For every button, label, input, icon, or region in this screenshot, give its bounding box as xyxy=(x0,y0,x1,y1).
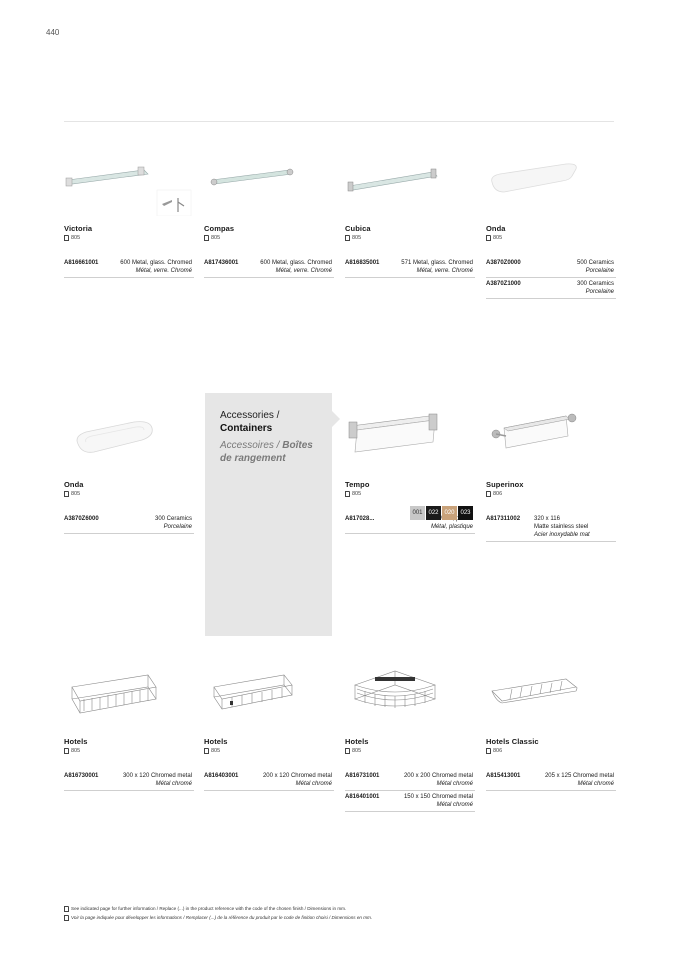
wire-basket-image xyxy=(486,665,614,729)
container-image xyxy=(345,408,473,472)
product-ref: A3870Z1000 xyxy=(486,281,521,287)
product-name: Hotels xyxy=(204,737,228,746)
product-card-superinox[interactable] xyxy=(486,408,616,542)
product-row xyxy=(345,257,475,278)
section-title-panel xyxy=(205,393,332,636)
desc-fr: Porcelaine xyxy=(585,289,614,295)
finish-code: 020 xyxy=(444,510,455,516)
product-card-onda[interactable] xyxy=(486,152,616,299)
product-ref: A816661001 xyxy=(64,260,99,266)
desc-fr: Métal, verre. Chromé xyxy=(416,268,473,274)
page-ref-number: 805 xyxy=(211,748,221,754)
desc-en: 205 x 125 Chromed metal xyxy=(544,773,614,779)
page-ref-number: 805 xyxy=(352,235,362,241)
desc-en: 150 x 150 Chromed metal xyxy=(403,794,473,800)
finish-swatch[interactable] xyxy=(426,506,441,520)
desc-fr: Métal chromé xyxy=(295,781,332,787)
product-name: Onda xyxy=(486,224,506,233)
product-row xyxy=(345,770,475,791)
page-reference xyxy=(345,491,475,497)
product-row xyxy=(486,513,616,542)
page-reference xyxy=(204,235,334,241)
product-ref: A816403001 xyxy=(204,773,239,779)
product-ref: A815413001 xyxy=(486,773,521,779)
divider xyxy=(64,121,614,122)
desc-fr: Porcelaine xyxy=(163,524,192,530)
desc-fr: Métal chromé xyxy=(436,802,473,808)
glass-shelf-image xyxy=(64,152,192,216)
product-card-hotels-classic[interactable] xyxy=(486,665,616,791)
desc-fr: Métal chromé xyxy=(577,781,614,787)
page-reference xyxy=(204,748,334,754)
page-ref-number: 805 xyxy=(352,491,362,497)
desc-en: 300 x 120 Chromed metal xyxy=(122,773,192,779)
product-ref: A816835001 xyxy=(345,260,380,266)
footnote-fr xyxy=(64,913,372,922)
desc-dimensions: 320 x 116 xyxy=(534,516,560,522)
page-number: 440 xyxy=(46,28,60,37)
finish-code: 001 xyxy=(412,510,423,516)
page-ref-number: 805 xyxy=(352,748,362,754)
desc-en: 300 Ceramics xyxy=(576,281,614,287)
glass-shelf-image xyxy=(204,152,332,216)
product-row xyxy=(486,257,616,278)
section-title-en-1: Accessories / xyxy=(220,410,280,421)
page-ref-number: 805 xyxy=(71,491,81,497)
desc-en: 600 Metal, glass. Chromed xyxy=(260,260,332,266)
product-row xyxy=(204,257,334,278)
page-ref-number: 805 xyxy=(71,748,81,754)
product-row xyxy=(486,770,616,791)
desc-en: 200 x 200 Chromed metal xyxy=(403,773,473,779)
ceramic-shelf-image xyxy=(486,152,614,216)
product-card-compas[interactable] xyxy=(204,152,334,278)
page-reference xyxy=(486,748,616,754)
page-reference xyxy=(486,235,616,241)
desc-en: 200 x 120 Chromed metal xyxy=(262,773,332,779)
finish-swatch[interactable] xyxy=(458,506,473,520)
footnote-fr-text: Voir la page indiquée pour développer les informations / Remplacer (...) de la référence du produit par le code de finition choisi / Dimensions en mm. xyxy=(71,915,373,920)
desc-en: Matte stainless steel xyxy=(534,524,589,530)
page-icon xyxy=(345,235,350,241)
wire-basket-image xyxy=(64,665,192,729)
product-ref: A817436001 xyxy=(204,260,239,266)
product-name: Hotels xyxy=(64,737,88,746)
page-ref-number: 805 xyxy=(211,235,221,241)
product-row xyxy=(345,791,475,812)
finish-swatches xyxy=(410,506,473,520)
desc-fr: Métal, verre. Chromé xyxy=(135,268,192,274)
product-ref: A816731001 xyxy=(345,773,380,779)
product-ref: A816730001 xyxy=(64,773,99,779)
product-ref: A816401001 xyxy=(345,794,380,800)
page-icon xyxy=(64,748,69,754)
product-name: Victoria xyxy=(64,224,93,233)
desc-fr: Acier inoxydable mat xyxy=(534,532,590,538)
footnote-en-text: See indicated page for further information / Replace (...) in the product reference with the code of the chosen finish / Dimensions in mm. xyxy=(71,906,347,911)
section-title-fr-2: de rangement xyxy=(220,453,286,464)
product-card-victoria[interactable] xyxy=(64,152,194,278)
footnotes xyxy=(64,904,372,922)
desc-fr: Métal chromé xyxy=(436,781,473,787)
page-icon xyxy=(486,748,491,754)
section-title-en-2: Containers xyxy=(220,423,273,434)
corner-basket-image xyxy=(345,665,473,729)
desc-en: 500 Ceramics xyxy=(576,260,614,266)
section-title-fr-1 xyxy=(220,439,330,452)
page-icon xyxy=(486,491,491,497)
desc-en: 571 Metal, glass. Chromed xyxy=(401,260,473,266)
container-image xyxy=(486,408,614,472)
page-ref-number: 805 xyxy=(71,235,81,241)
product-name: Cubica xyxy=(345,224,371,233)
product-ref: A817311002 xyxy=(486,516,521,522)
product-row xyxy=(64,257,194,278)
finish-code: 023 xyxy=(460,510,471,516)
product-row xyxy=(486,278,616,299)
finish-swatch[interactable] xyxy=(442,506,457,520)
product-row xyxy=(64,770,194,791)
section-title-fr-1b: Boîtes xyxy=(282,440,313,451)
footnote-en xyxy=(64,904,372,913)
page-icon xyxy=(64,915,69,921)
page-icon xyxy=(64,491,69,497)
product-card-hotels[interactable] xyxy=(64,665,194,791)
product-row xyxy=(204,770,334,791)
product-name: Onda xyxy=(64,480,84,489)
desc-fr: Métal chromé xyxy=(155,781,192,787)
desc-en: 300 Ceramics xyxy=(154,516,192,522)
desc-en: 600 Metal, glass. Chromed xyxy=(120,260,192,266)
product-ref: A817028... xyxy=(345,516,375,522)
page-icon xyxy=(64,235,69,241)
finish-swatch[interactable] xyxy=(410,506,425,520)
page-ref-number: 806 xyxy=(493,491,503,497)
page-reference xyxy=(345,235,475,241)
wire-basket-image xyxy=(204,665,332,729)
page-reference xyxy=(64,491,194,497)
page-icon xyxy=(345,491,350,497)
glass-shelf-image xyxy=(345,152,473,216)
page-ref-number: 806 xyxy=(493,748,503,754)
page-icon xyxy=(204,235,209,241)
finish-code: 022 xyxy=(428,510,439,516)
page-icon xyxy=(64,906,69,912)
page-icon xyxy=(345,748,350,754)
product-card-hotels-corner[interactable] xyxy=(345,665,475,812)
desc-fr: Métal, plastique xyxy=(430,524,473,530)
product-name: Hotels Classic xyxy=(486,737,539,746)
product-card-onda-tray[interactable] xyxy=(64,408,194,534)
page-ref-number: 805 xyxy=(493,235,503,241)
desc-fr: Porcelaine xyxy=(585,268,614,274)
product-ref: A3870Z6000 xyxy=(64,516,99,522)
product-card-cubica[interactable] xyxy=(345,152,475,278)
page-icon xyxy=(486,235,491,241)
section-title-fr-1a: Accessoires / xyxy=(220,440,283,451)
section-title xyxy=(220,409,330,465)
page-reference xyxy=(486,491,616,497)
product-name: Hotels xyxy=(345,737,369,746)
product-ref: A3870Z0000 xyxy=(486,260,521,266)
product-card-hotels[interactable] xyxy=(204,665,334,791)
product-row xyxy=(64,513,194,534)
product-name: Tempo xyxy=(345,480,370,489)
product-name: Compas xyxy=(204,224,235,233)
page-icon xyxy=(204,748,209,754)
page-reference xyxy=(345,748,475,754)
ceramic-tray-image xyxy=(64,408,192,472)
page-reference xyxy=(64,748,194,754)
page-reference xyxy=(64,235,194,241)
desc-fr: Métal, verre. Chromé xyxy=(275,268,332,274)
product-name: Superinox xyxy=(486,480,524,489)
